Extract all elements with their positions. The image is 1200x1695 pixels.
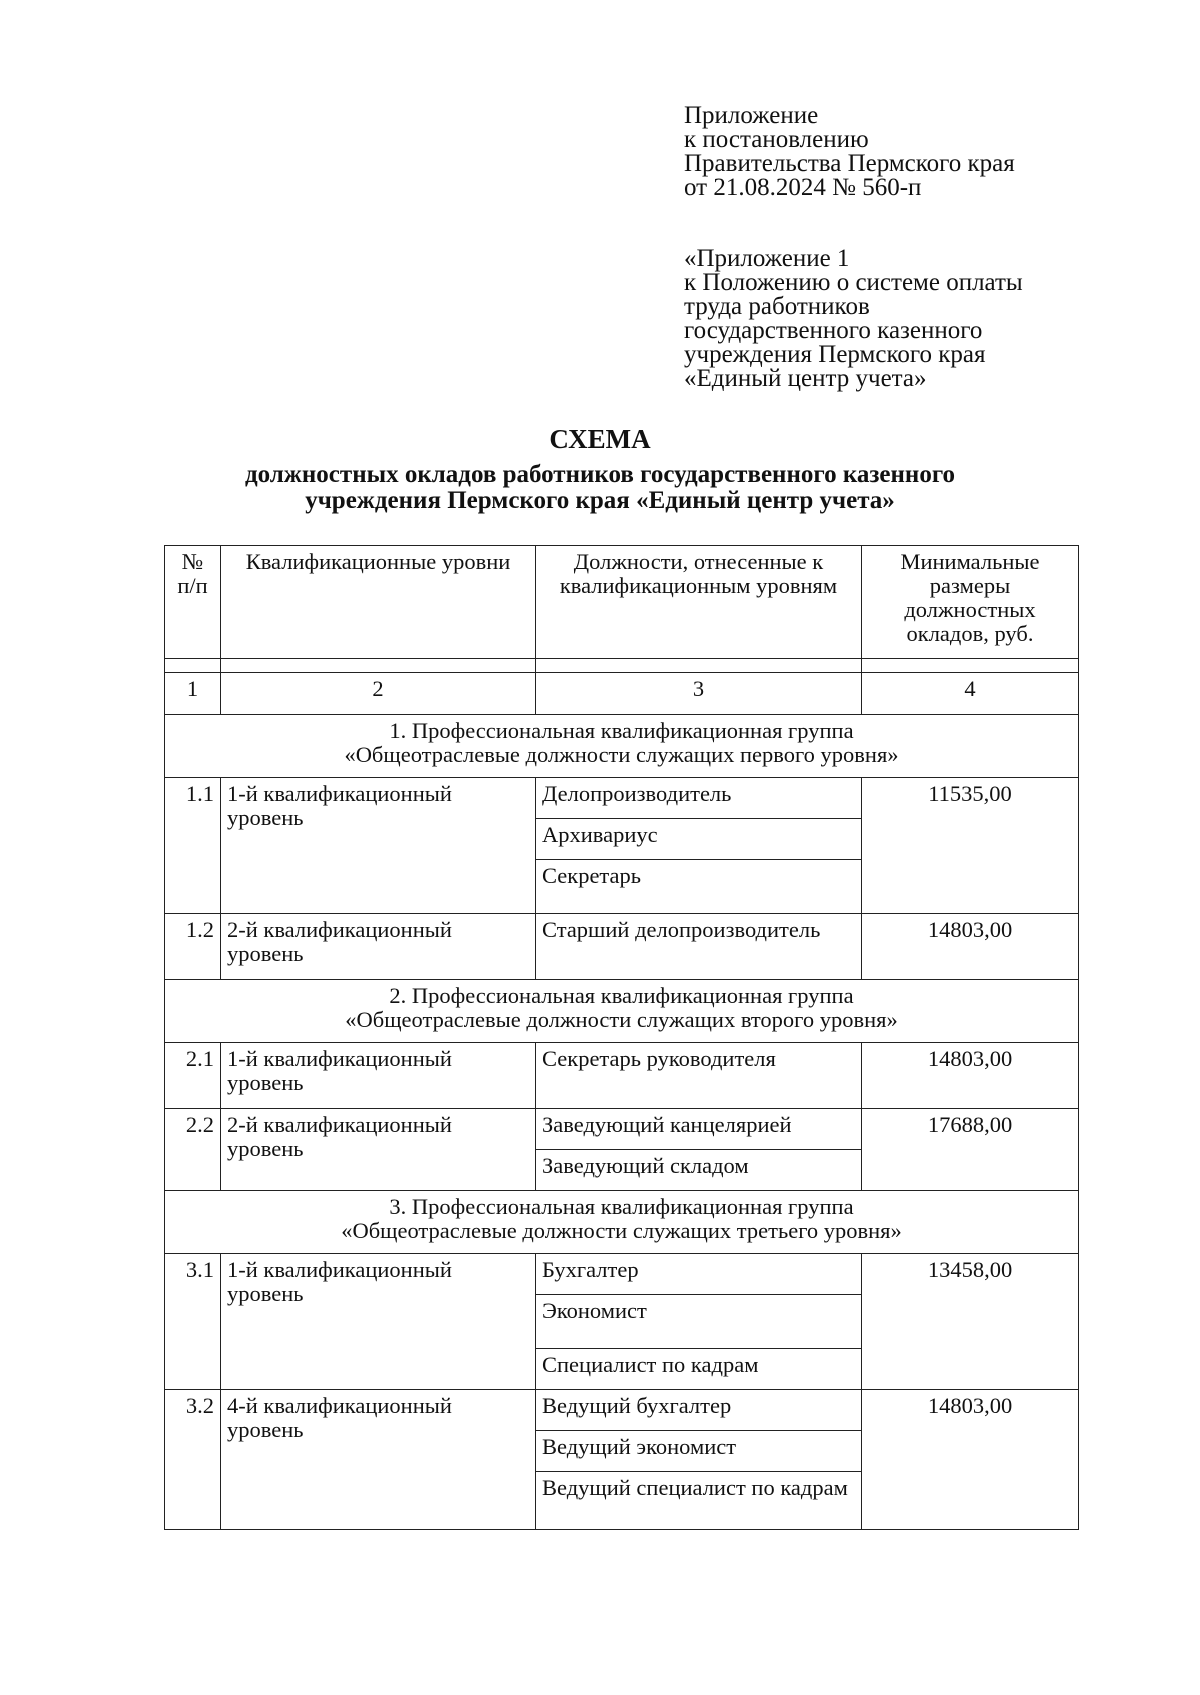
qualification-level: 2-й квалификационный уровень <box>221 1109 536 1191</box>
salary-cell: 14803,00 <box>862 1043 1079 1109</box>
group-title-line-1: 2. Профессиональная квалификационная группа <box>389 983 854 1008</box>
column-number-row <box>165 673 1079 715</box>
column-number: 2 <box>221 673 536 715</box>
qualification-level: 1-й квалификационный уровень <box>221 778 536 914</box>
group-title-line-2: «Общеотраслевые должности служащих второго уровня» <box>345 1007 898 1032</box>
group-title <box>165 1191 1079 1254</box>
qualification-level: 1-й квалификационный уровень <box>221 1043 536 1109</box>
position-cell: Специалист по кадрам <box>536 1349 862 1390</box>
salary-cell: 11535,00 <box>862 778 1079 914</box>
salary-cell: 14803,00 <box>862 1390 1079 1530</box>
table-row <box>165 1043 1079 1109</box>
row-number: 3.2 <box>165 1390 221 1530</box>
qualification-level: 2-й квалификационный уровень <box>221 914 536 980</box>
header-separator <box>165 659 1079 673</box>
position-cell: Секретарь руководителя <box>536 1043 862 1109</box>
position-cell: Заведующий складом <box>536 1150 862 1191</box>
appendix-reference <box>684 247 1023 391</box>
appendix-header-line: Правительства Пермского края <box>684 150 1015 177</box>
position-cell: Ведущий экономист <box>536 1431 862 1472</box>
group-title-row <box>165 1191 1079 1254</box>
group-title-row <box>165 980 1079 1043</box>
qualification-level: 1-й квалификационный уровень <box>221 1254 536 1390</box>
position-cell: Экономист <box>536 1295 862 1349</box>
row-number: 3.1 <box>165 1254 221 1390</box>
salary-cell: 17688,00 <box>862 1109 1079 1191</box>
salary-scheme-table <box>164 545 1079 1530</box>
salary-cell: 13458,00 <box>862 1254 1079 1390</box>
salary-cell: 14803,00 <box>862 914 1079 980</box>
appendix-header-line: от 21.08.2024 № 560-п <box>684 174 922 201</box>
group-title <box>165 715 1079 778</box>
table-row <box>165 1109 1079 1150</box>
header-salary: Минимальные размеры должностных окладов, руб. <box>862 546 1079 659</box>
group-title-line-2: «Общеотраслевые должности служащих первого уровня» <box>344 742 899 767</box>
header-positions: Должности, отнесенные к квалификационным уровням <box>536 546 862 659</box>
group-title <box>165 980 1079 1043</box>
document-subtitle-line-2: учреждения Пермского края «Единый центр учета» <box>305 487 895 514</box>
column-number: 3 <box>536 673 862 715</box>
appendix-reference-line: государственного казенного <box>684 317 983 344</box>
appendix-header-line: к постановлению <box>684 126 869 153</box>
position-cell: Заведующий канцелярией <box>536 1109 862 1150</box>
column-number: 4 <box>862 673 1079 715</box>
appendix-reference-line: учреждения Пермского края <box>684 341 986 368</box>
position-cell: Секретарь <box>536 860 862 914</box>
table-header-row <box>165 546 1079 659</box>
table-row <box>165 778 1079 819</box>
group-title-row <box>165 715 1079 778</box>
appendix-reference-line: к Положению о системе оплаты <box>684 269 1023 296</box>
row-number: 2.1 <box>165 1043 221 1109</box>
header-number: № п/п <box>165 546 221 659</box>
appendix-header <box>684 104 1015 200</box>
appendix-header-line: Приложение <box>684 102 819 129</box>
group-title-line-1: 1. Профессиональная квалификационная группа <box>389 718 854 743</box>
document-subtitle-line-1: должностных окладов работников государственного казенного <box>244 461 956 488</box>
row-number: 1.1 <box>165 778 221 914</box>
appendix-reference-line: труда работников <box>684 293 870 320</box>
position-cell: Ведущий бухгалтер <box>536 1390 862 1431</box>
table-row <box>165 1390 1079 1431</box>
position-cell: Ведущий специалист по кадрам <box>536 1472 862 1530</box>
column-number: 1 <box>165 673 221 715</box>
qualification-level: 4-й квалификационный уровень <box>221 1390 536 1530</box>
table-row <box>165 1254 1079 1295</box>
appendix-reference-line: «Единый центр учета» <box>684 365 927 392</box>
row-number: 1.2 <box>165 914 221 980</box>
position-cell: Архивариус <box>536 819 862 860</box>
position-cell: Делопроизводитель <box>536 778 862 819</box>
appendix-reference-line: «Приложение 1 <box>684 245 850 272</box>
group-title-line-2: «Общеотраслевые должности служащих третьего уровня» <box>341 1218 902 1243</box>
position-cell: Бухгалтер <box>536 1254 862 1295</box>
header-level: Квалификационные уровни <box>221 546 536 659</box>
group-title-line-1: 3. Профессиональная квалификационная группа <box>389 1194 854 1219</box>
position-cell: Старший делопроизводитель <box>536 914 862 980</box>
table-row <box>165 914 1079 980</box>
document-title: СХЕМА <box>549 424 651 454</box>
row-number: 2.2 <box>165 1109 221 1191</box>
